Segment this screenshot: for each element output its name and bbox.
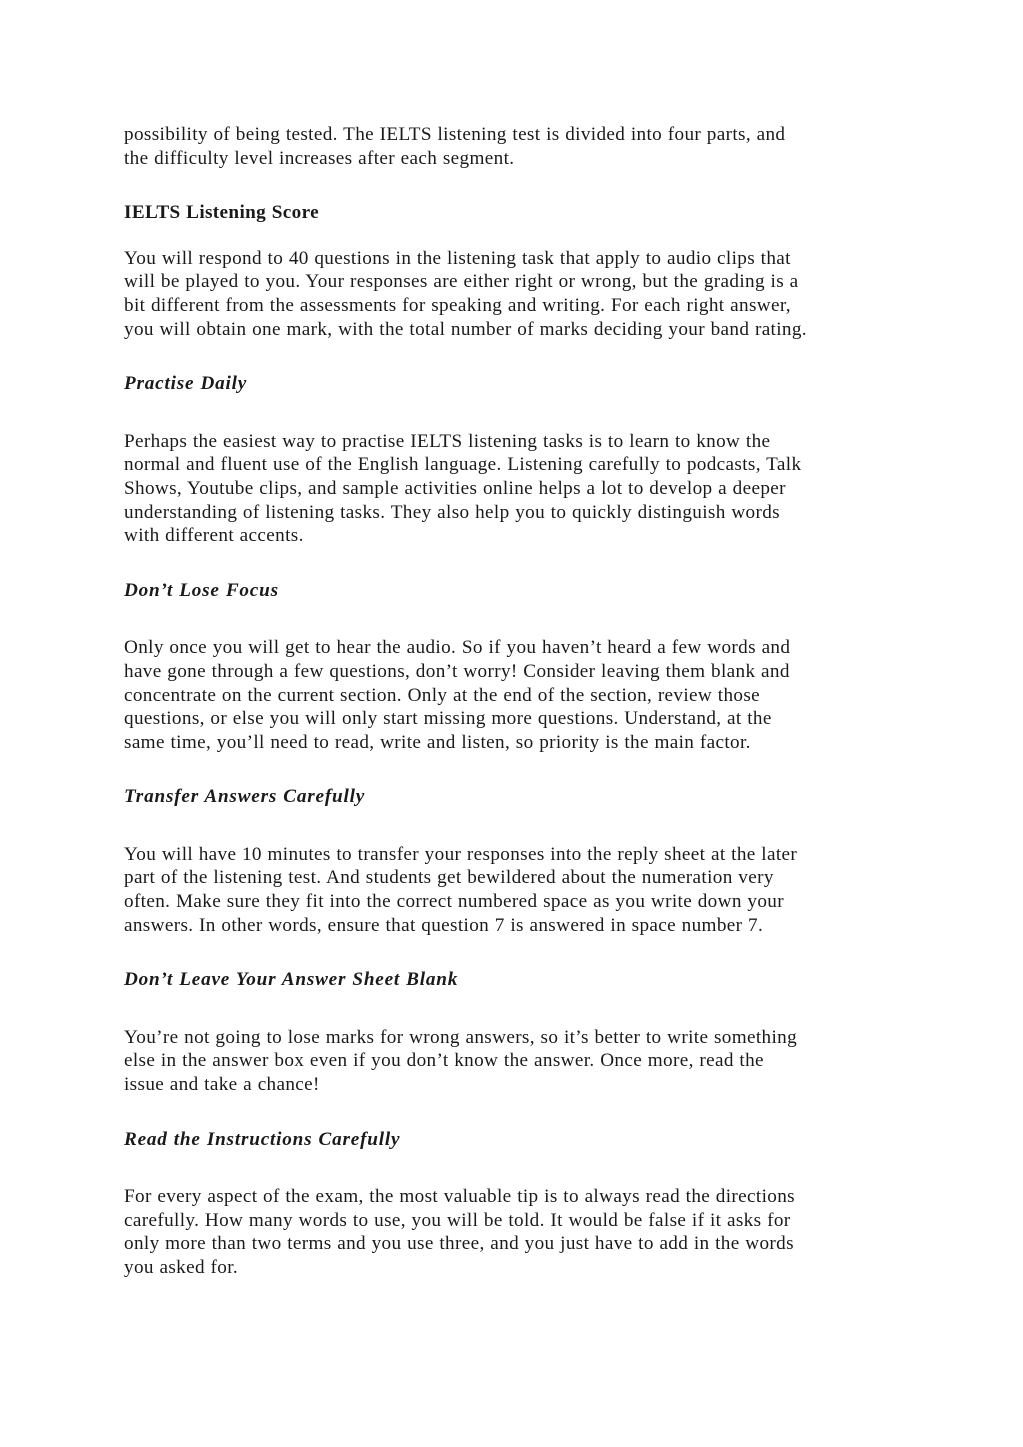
tip-heading-dont-leave-blank: Don’t Leave Your Answer Sheet Blank — [124, 969, 459, 991]
intro-paragraph — [124, 123, 914, 170]
text-line: only more than two terms and you use three, and you just have to add in the words — [124, 1233, 794, 1255]
text-line: You will respond to 40 questions in the listening task that apply to audio clips that — [124, 247, 791, 269]
tip-heading-practise-daily: Practise Daily — [124, 373, 248, 395]
tip-paragraph-read-instructions — [124, 1185, 914, 1279]
text-line: else in the answer box even if you don’t know the answer. Once more, read the — [124, 1050, 764, 1072]
tip-heading-dont-lose-focus: Don’t Lose Focus — [124, 579, 279, 601]
text-line: Only once you will get to hear the audio. So if you haven’t heard a few words and — [124, 637, 791, 659]
text-line: Perhaps the easiest way to practise IELTS listening tasks is to learn to know the — [124, 430, 771, 452]
section-heading-ielts-listening-score: IELTS Listening Score — [124, 202, 319, 224]
text-line: you will obtain one mark, with the total number of marks deciding your band rating. — [124, 318, 807, 340]
score-paragraph — [124, 247, 914, 341]
tip-paragraph-dont-leave-blank — [124, 1026, 914, 1097]
text-line: normal and fluent use of the English language. Listening carefully to podcasts, Talk — [124, 454, 802, 476]
text-line: concentrate on the current section. Only at the end of the section, review those — [124, 684, 761, 706]
text-line: You will have 10 minutes to transfer your responses into the reply sheet at the later — [124, 843, 798, 865]
text-line: you asked for. — [124, 1257, 239, 1278]
text-line: will be played to you. Your responses are either right or wrong, but the grading is a — [124, 271, 799, 293]
tip-paragraph-practise-daily — [124, 430, 914, 548]
text-line: with different accents. — [124, 525, 304, 547]
text-line: carefully. How many words to use, you will be told. It would be false if it asks for — [124, 1209, 791, 1231]
text-line: understanding of listening tasks. They also help you to quickly distinguish words — [124, 501, 780, 523]
tip-paragraph-dont-lose-focus — [124, 636, 914, 754]
document-page — [124, 123, 914, 1280]
text-line: You’re not going to lose marks for wrong answers, so it’s better to write something — [124, 1026, 798, 1048]
text-line: For every aspect of the exam, the most valuable tip is to always read the directions — [124, 1186, 795, 1208]
tip-paragraph-transfer-answers — [124, 843, 914, 937]
text-line: bit different from the assessments for speaking and writing. For each right answer, — [124, 294, 791, 316]
text-line: possibility of being tested. The IELTS listening test is divided into four parts, and — [124, 124, 786, 145]
text-line: Shows, Youtube clips, and sample activities online helps a lot to develop a deeper — [124, 477, 786, 499]
text-line: issue and take a chance! — [124, 1074, 320, 1096]
text-line: questions, or else you will only start missing more questions. Understand, at the — [124, 708, 772, 730]
text-line: have gone through a few questions, don’t worry! Consider leaving them blank and — [124, 660, 790, 682]
text-line: same time, you’ll need to read, write and listen, so priority is the main factor. — [124, 731, 751, 753]
tip-heading-read-instructions: Read the Instructions Carefully — [124, 1128, 401, 1150]
text-line: part of the listening test. And students get bewildered about the numeration very — [124, 867, 774, 889]
tip-heading-transfer-answers: Transfer Answers Carefully — [124, 786, 366, 808]
text-line: often. Make sure they fit into the correct numbered space as you write down your — [124, 891, 784, 913]
text-line: answers. In other words, ensure that question 7 is answered in space number 7. — [124, 914, 764, 936]
text-line: the difficulty level increases after each segment. — [124, 147, 515, 169]
